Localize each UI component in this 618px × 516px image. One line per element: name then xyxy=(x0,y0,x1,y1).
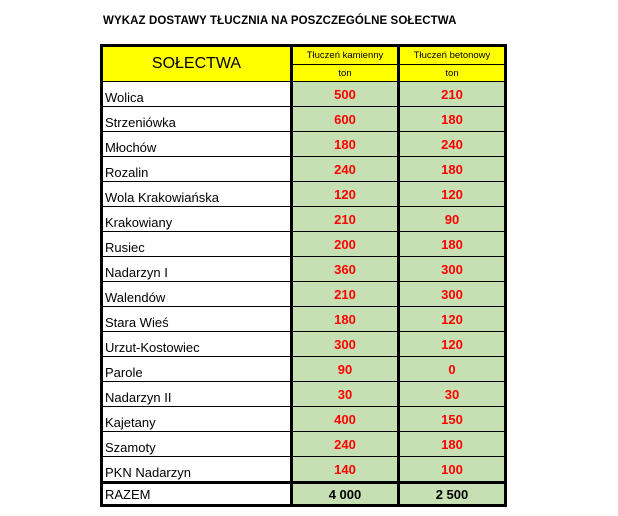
row-name: Szamoty xyxy=(102,432,292,457)
table-row xyxy=(102,432,506,457)
total-label: RAZEM xyxy=(102,483,292,506)
value-betonowy: 0 xyxy=(399,357,506,382)
table-row xyxy=(102,282,506,307)
row-name: Walendów xyxy=(102,282,292,307)
table-row xyxy=(102,157,506,182)
value-betonowy: 180 xyxy=(399,157,506,182)
value-betonowy: 120 xyxy=(399,182,506,207)
table-row xyxy=(102,382,506,407)
header-solectwa: SOŁECTWA xyxy=(102,46,292,82)
row-name: Młochów xyxy=(102,132,292,157)
unit-betonowy: ton xyxy=(399,65,506,82)
unit-kamienny: ton xyxy=(292,65,399,82)
row-name: Wola Krakowiańska xyxy=(102,182,292,207)
value-kamienny: 240 xyxy=(292,432,399,457)
value-kamienny: 500 xyxy=(292,82,399,107)
table-row xyxy=(102,457,506,483)
value-betonowy: 120 xyxy=(399,332,506,357)
value-kamienny: 240 xyxy=(292,157,399,182)
header-kamienny: Tłuczeń kamienny xyxy=(292,46,399,65)
value-kamienny: 210 xyxy=(292,207,399,232)
value-kamienny: 180 xyxy=(292,307,399,332)
table-row xyxy=(102,132,506,157)
total-betonowy: 2 500 xyxy=(399,483,506,506)
value-betonowy: 180 xyxy=(399,432,506,457)
table-row xyxy=(102,207,506,232)
value-kamienny: 30 xyxy=(292,382,399,407)
value-kamienny: 300 xyxy=(292,332,399,357)
value-betonowy: 180 xyxy=(399,107,506,132)
table-row xyxy=(102,232,506,257)
total-row xyxy=(102,483,506,506)
row-name: PKN Nadarzyn xyxy=(102,457,292,483)
value-betonowy: 300 xyxy=(399,257,506,282)
value-kamienny: 140 xyxy=(292,457,399,483)
delivery-table xyxy=(100,44,507,507)
table-row xyxy=(102,357,506,382)
value-kamienny: 600 xyxy=(292,107,399,132)
row-name: Urzut-Kostowiec xyxy=(102,332,292,357)
value-betonowy: 180 xyxy=(399,232,506,257)
value-betonowy: 120 xyxy=(399,307,506,332)
row-name: Parole xyxy=(102,357,292,382)
row-name: Nadarzyn II xyxy=(102,382,292,407)
row-name: Stara Wieś xyxy=(102,307,292,332)
value-betonowy: 240 xyxy=(399,132,506,157)
row-name: Nadarzyn I xyxy=(102,257,292,282)
row-name: Strzeniówka xyxy=(102,107,292,132)
value-kamienny: 200 xyxy=(292,232,399,257)
table-row xyxy=(102,182,506,207)
value-betonowy: 100 xyxy=(399,457,506,483)
value-kamienny: 120 xyxy=(292,182,399,207)
total-kamienny: 4 000 xyxy=(292,483,399,506)
value-betonowy: 30 xyxy=(399,382,506,407)
row-name: Rusiec xyxy=(102,232,292,257)
value-betonowy: 90 xyxy=(399,207,506,232)
table-row xyxy=(102,82,506,107)
row-name: Kajetany xyxy=(102,407,292,432)
value-kamienny: 360 xyxy=(292,257,399,282)
table-row xyxy=(102,332,506,357)
value-kamienny: 400 xyxy=(292,407,399,432)
value-betonowy: 210 xyxy=(399,82,506,107)
table-row xyxy=(102,307,506,332)
value-kamienny: 90 xyxy=(292,357,399,382)
value-betonowy: 300 xyxy=(399,282,506,307)
row-name: Rozalin xyxy=(102,157,292,182)
row-name: Wolica xyxy=(102,82,292,107)
document-title: WYKAZ DOSTAWY TŁUCZNIA NA POSZCZEGÓLNE SOŁECTWA xyxy=(103,15,457,27)
table-row xyxy=(102,257,506,282)
row-name: Krakowiany xyxy=(102,207,292,232)
value-kamienny: 180 xyxy=(292,132,399,157)
table-row xyxy=(102,107,506,132)
table-row xyxy=(102,407,506,432)
header-betonowy: Tłuczeń betonowy xyxy=(399,46,506,65)
value-betonowy: 150 xyxy=(399,407,506,432)
value-kamienny: 210 xyxy=(292,282,399,307)
